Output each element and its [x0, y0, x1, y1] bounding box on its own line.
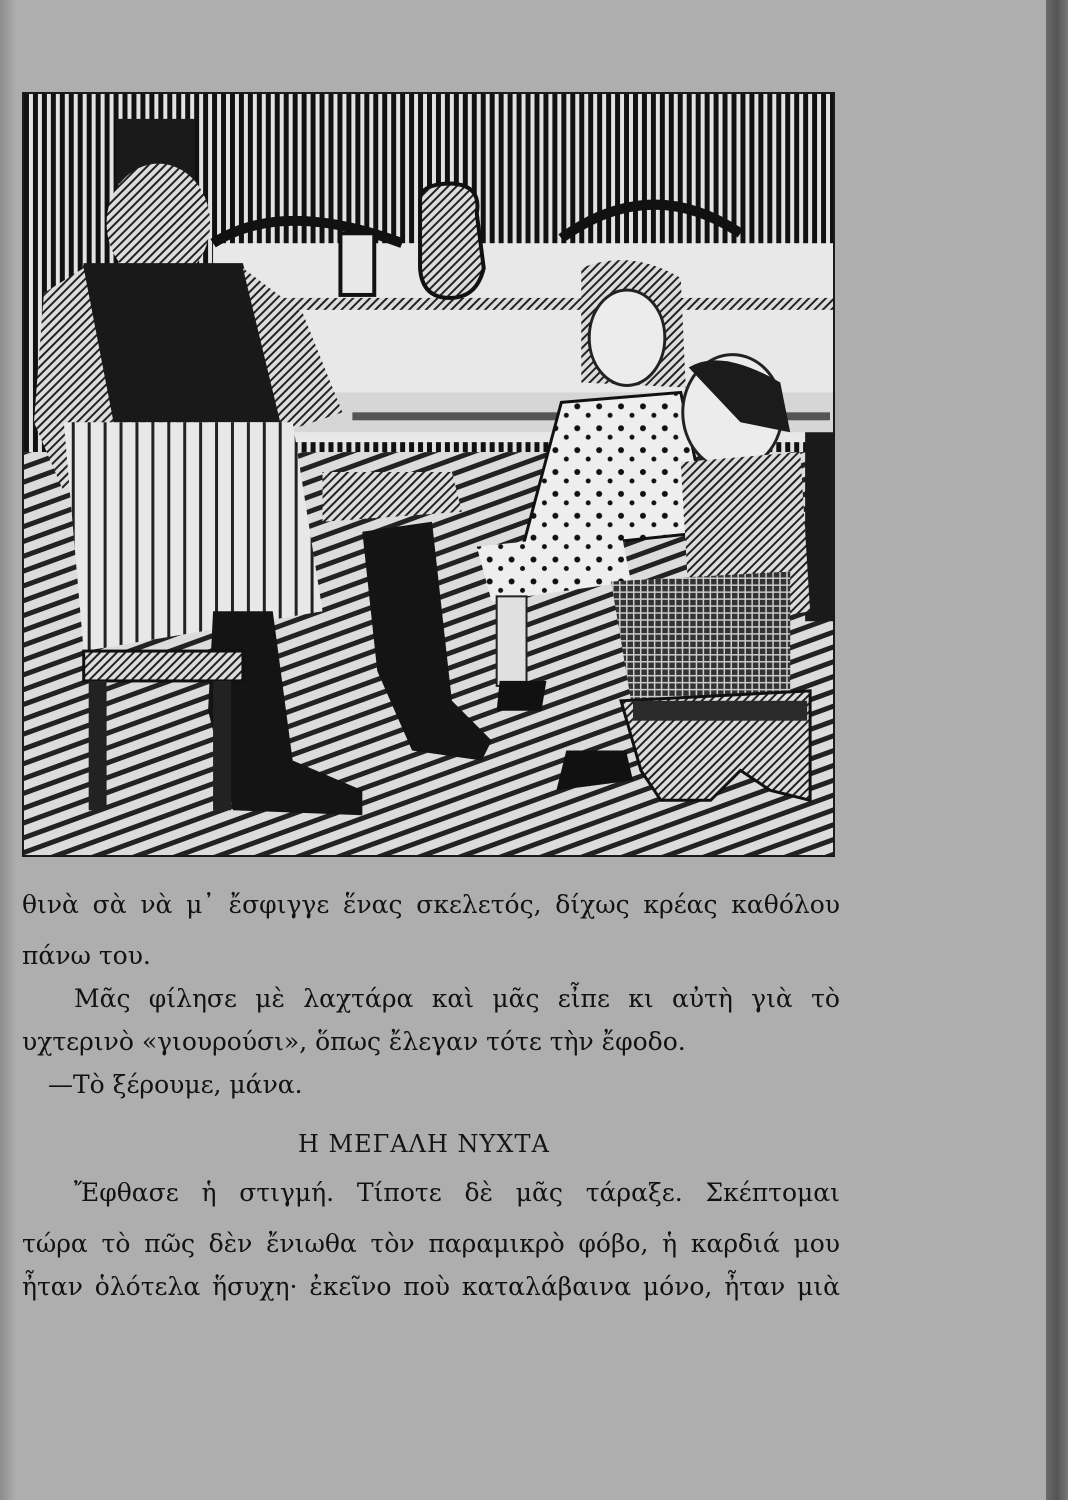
body-line: Μᾶς φίλησε μὲ λαχτάρα καὶ μᾶς εἶπε κι αὐτὴ γιὰ τὸ	[74, 984, 840, 1013]
section-line: ἦταν ὁλότελα ἥσυχη· ἐκεῖνο ποὺ καταλάβαινα μόνο, ἦταν μιὰ	[22, 1272, 840, 1301]
body-line: θινὰ σὰ νὰ μ᾽ ἔσφιγγε ἕνας σκελετός, δίχως κρέας καθόλου	[22, 890, 840, 919]
body-line: υχτερινὸ «γιουρούσι», ὅπως ἔλεγαν τότε τὴν ἔφοδο.	[22, 1027, 686, 1056]
page-edge	[1046, 0, 1068, 1500]
section-line: Ἔφθασε ἡ στιγμή. Τίποτε δὲ μᾶς τάραξε. Σκέπτομαι	[74, 1178, 840, 1207]
woodcut-illustration	[22, 92, 835, 857]
woodcut-image	[24, 94, 833, 855]
section-line: τώρα τὸ πῶς δὲν ἔνιωθα τὸν παραμικρὸ φόβο, ἡ καρδιά μου	[22, 1229, 840, 1258]
gutter-shadow	[0, 0, 16, 1500]
dialogue-line: —Τὸ ξέρουμε, μάνα.	[48, 1070, 303, 1099]
section-heading: Η ΜΕΓΑΛΗ ΝΥΧΤΑ	[298, 1130, 550, 1158]
body-line: πάνω του.	[22, 941, 151, 970]
